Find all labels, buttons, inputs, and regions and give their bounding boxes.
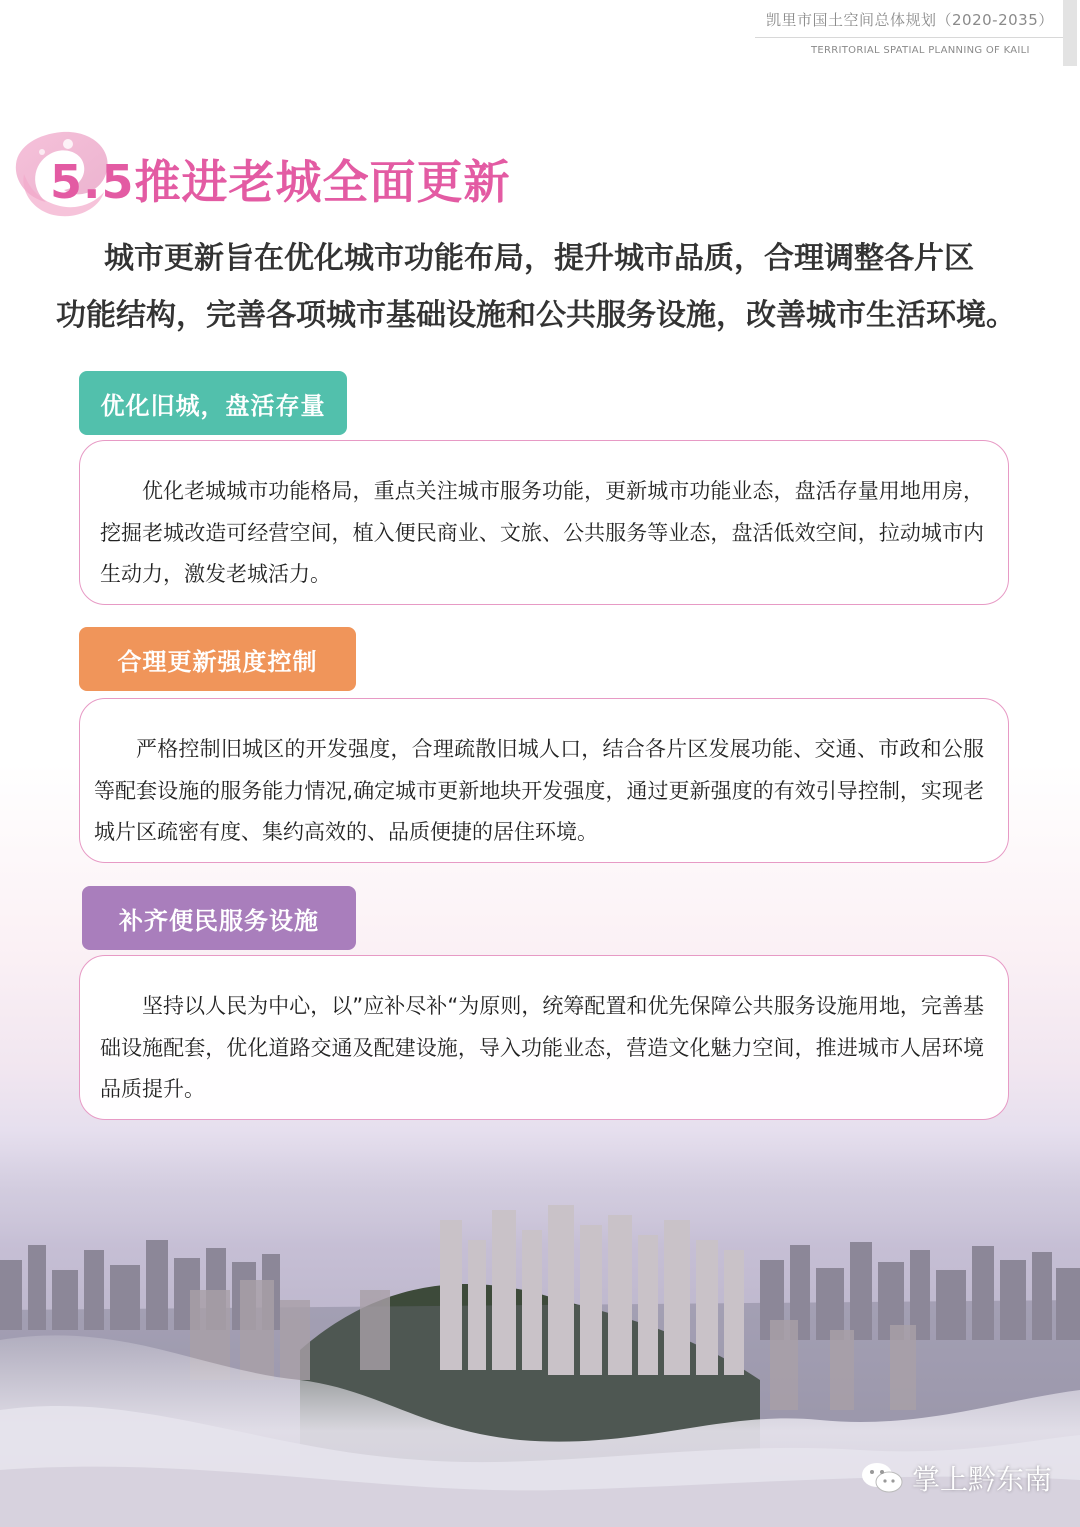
card-box-intensity-control	[79, 698, 1009, 863]
card-tag-intensity-control: 合理更新强度控制	[79, 627, 356, 691]
header-subtitle: TERRITORIAL SPATIAL PLANNING OF KAILI	[811, 45, 1030, 56]
card-text: 严格控制旧城区的开发强度，合理疏散旧城人口，结合各片区发展功能、交通、市政和公服等配套设施的服务能力情况,确定城市更新地块开发强度，通过更新强度的有效引导控制，实现老城片区疏密有度、集约高效的、品质便捷的居住环境。	[94, 737, 984, 844]
watermark-label: 掌上黔东南	[912, 1463, 1053, 1496]
header-side-bar	[1063, 0, 1077, 66]
header-title: 凯里市国土空间总体规划（2020-2035）	[766, 11, 1054, 29]
card-text: 优化老城城市功能格局，重点关注城市服务功能，更新城市功能业态，盘活存量用地用房，挖掘老城改造可经营空间，植入便民商业、文旅、公共服务等业态，盘活低效空间，拉动城市内生动力，激发老城活力。	[100, 479, 984, 586]
intro-line-2: 功能结构，完善各项城市基础设施和公共服务设施，改善城市生活环境。	[56, 298, 1016, 333]
card-box-optimize-old-city	[79, 440, 1009, 605]
intro-paragraph	[56, 230, 1056, 344]
section-title: 5.5推进老城全面更新	[50, 155, 511, 209]
card-tag-service-facilities: 补齐便民服务设施	[82, 886, 356, 950]
card-text: 坚持以人民为中心，以”应补尽补“为原则，统筹配置和优先保障公共服务设施用地，完善基础设施配套，优化道路交通及配建设施，导入功能业态，营造文化魅力空间，推进城市人居环境品质提升。	[100, 994, 984, 1101]
header-divider	[755, 37, 1063, 38]
card-box-service-facilities	[79, 955, 1009, 1120]
wechat-icon	[860, 1461, 904, 1495]
card-tag-optimize-old-city: 优化旧城，盘活存量	[79, 371, 347, 435]
watermark	[860, 1458, 1052, 1498]
intro-line-1: 城市更新旨在优化城市功能布局，提升城市品质，合理调整各片区	[104, 241, 974, 276]
